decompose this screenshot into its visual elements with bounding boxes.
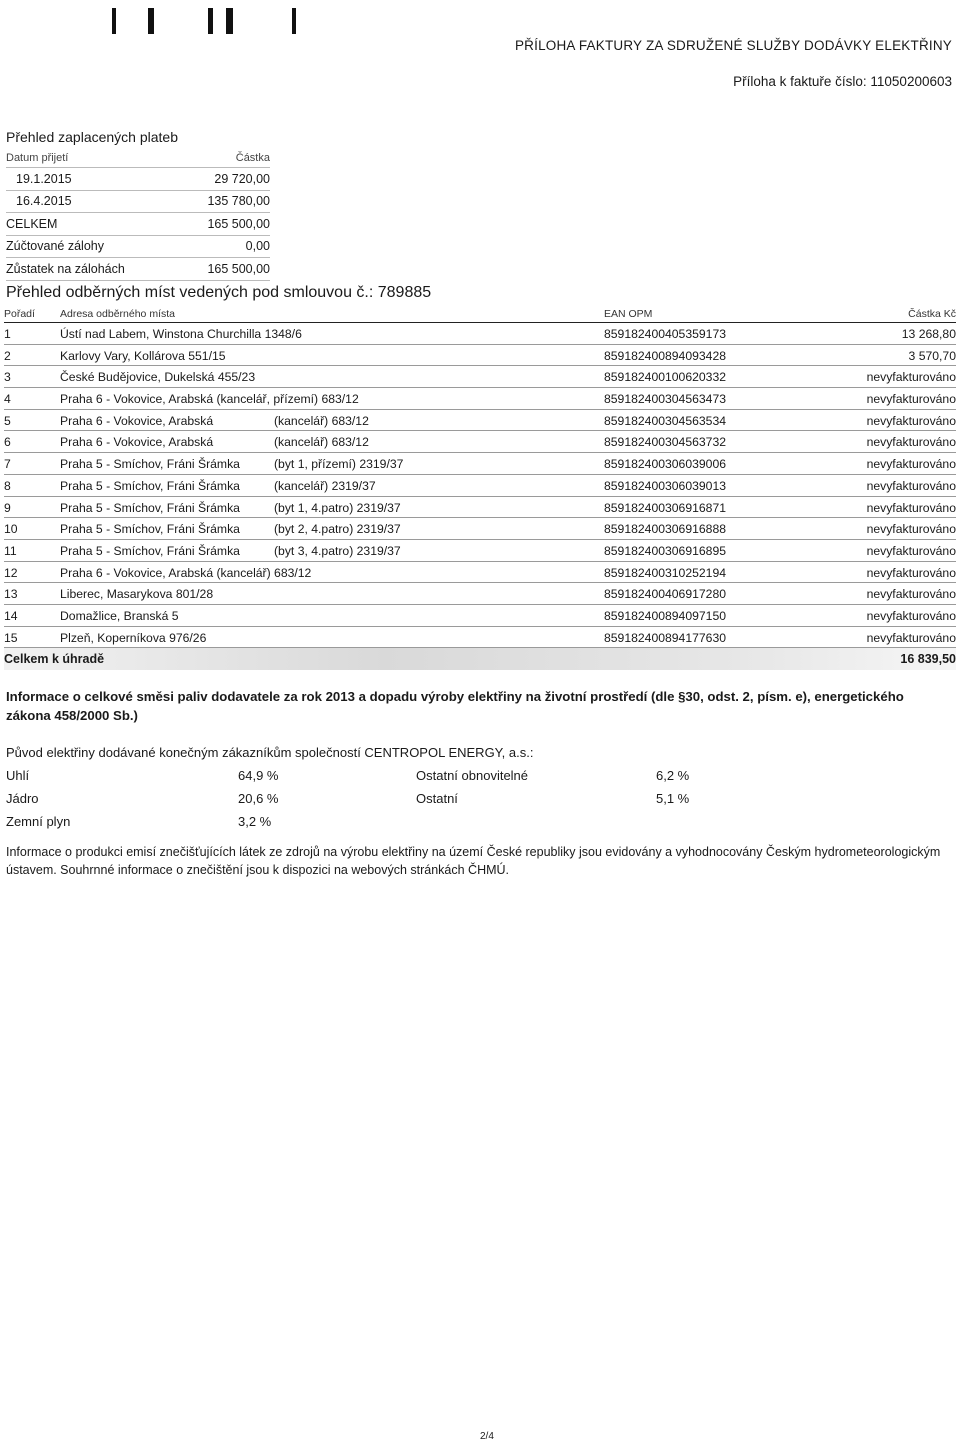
payments-section xyxy=(6,129,270,281)
row-address: Praha 6 - Vokovice, Arabská (kancelář, přízemí) 683/12 xyxy=(60,392,359,407)
row-address-detail: (byt 2, 4.patro) 2319/37 xyxy=(274,522,401,537)
page-number: 2/4 xyxy=(480,1431,494,1442)
summary-label: Zúčtované zálohy xyxy=(6,239,104,254)
payments-title: Přehled zaplacených plateb xyxy=(6,129,179,145)
points-table-row xyxy=(4,388,956,410)
row-amount: nevyfakturováno xyxy=(866,543,956,558)
col-address: Adresa odběrného místa xyxy=(60,308,175,320)
payment-amount: 29 720,00 xyxy=(214,171,270,186)
points-total-row xyxy=(4,648,956,670)
row-amount: nevyfakturováno xyxy=(866,630,956,645)
row-ean: 859182400405359173 xyxy=(604,327,727,341)
points-table-row xyxy=(4,475,956,497)
row-order: 3 xyxy=(4,370,11,385)
payments-header xyxy=(6,149,270,168)
points-table-row xyxy=(4,518,956,540)
payments-col-amount: Částka xyxy=(235,152,270,164)
payment-row xyxy=(6,191,270,214)
row-amount: 3 570,70 xyxy=(908,348,956,363)
points-table-row xyxy=(4,366,956,388)
row-address-detail: (kancelář) 683/12 xyxy=(274,435,369,450)
points-table-header xyxy=(4,306,956,323)
row-address-detail: (byt 1, 4.patro) 2319/37 xyxy=(274,500,401,515)
payment-summary-row xyxy=(6,258,270,281)
row-address: Plzeň, Koperníkova 976/26 xyxy=(60,630,207,645)
row-amount: nevyfakturováno xyxy=(866,522,956,537)
row-address-detail: (kancelář) 2319/37 xyxy=(274,478,376,493)
fuel-mix-title: Informace o celkové směsi paliv dodavatele za rok 2013 a dopadu výroby elektřiny na životní prostředí (dle §30, odst. 2, písm. e), energetického zákona 458/2000 Sb.) xyxy=(6,689,904,723)
total-label: Celkem k úhradě xyxy=(4,652,105,667)
row-order: 7 xyxy=(4,457,11,472)
row-address: České Budějovice, Dukelská 455/23 xyxy=(60,370,256,385)
points-table-row xyxy=(4,540,956,562)
total-value: 16 839,50 xyxy=(900,652,956,667)
row-order: 2 xyxy=(4,348,11,363)
row-address: Praha 5 - Smíchov, Fráni Šrámka xyxy=(60,500,240,515)
points-table xyxy=(4,306,956,670)
fuel-mix-row xyxy=(6,768,706,791)
row-order: 11 xyxy=(4,543,17,558)
payments-col-date: Datum přijetí xyxy=(6,152,69,164)
points-title: Přehled odběrných míst vedených pod smlouvou č.: 789885 xyxy=(6,284,432,301)
fuel-value: 5,1 % xyxy=(656,791,690,806)
col-ean: EAN OPM xyxy=(604,308,653,320)
row-address-detail: (byt 3, 4.patro) 2319/37 xyxy=(274,543,401,558)
row-ean: 859182400100620332 xyxy=(604,370,727,385)
payment-summary-row xyxy=(6,213,270,236)
payment-amount: 135 780,00 xyxy=(207,194,270,209)
summary-value: 165 500,00 xyxy=(207,261,270,276)
row-address: Praha 6 - Vokovice, Arabská xyxy=(60,413,214,428)
points-table-row xyxy=(4,431,956,453)
points-table-row xyxy=(4,583,956,605)
fuel-value: 20,6 % xyxy=(238,791,279,806)
summary-label: Zůstatek na zálohách xyxy=(6,261,125,276)
emissions-info: Informace o produkci emisí znečišťujících látek ze zdrojů na výrobu elektřiny na území České republiky jsou evidovány a vyhodnocovány Českým hydrometeorologickým ústavem. Souhrnné informace o znečištění jsou k dispozici na webových stránkách ČHMÚ. xyxy=(6,845,941,877)
invoice-reference: Příloha k faktuře číslo: 11050200603 xyxy=(733,74,952,89)
row-order: 1 xyxy=(4,327,11,341)
row-address-detail: (kancelář) 683/12 xyxy=(274,413,369,428)
row-address: Karlovy Vary, Kollárova 551/15 xyxy=(60,348,226,363)
fuel-value: 64,9 % xyxy=(238,768,279,783)
payment-date: 16.4.2015 xyxy=(16,194,72,209)
row-order: 4 xyxy=(4,392,11,407)
row-amount: nevyfakturováno xyxy=(866,565,956,580)
row-ean: 859182400306039006 xyxy=(604,457,727,472)
row-address: Praha 6 - Vokovice, Arabská (kancelář) 683/12 xyxy=(60,565,312,580)
row-ean: 859182400406917280 xyxy=(604,587,727,602)
row-ean: 859182400306916895 xyxy=(604,543,727,558)
row-order: 12 xyxy=(4,565,18,580)
fuel-label: Ostatní xyxy=(416,791,458,806)
row-address: Praha 5 - Smíchov, Fráni Šrámka xyxy=(60,457,240,472)
row-amount: nevyfakturováno xyxy=(866,413,956,428)
barcode xyxy=(112,8,302,34)
fuel-label: Jádro xyxy=(6,791,39,806)
fuel-value: 6,2 % xyxy=(656,768,690,783)
row-order: 14 xyxy=(4,608,18,623)
points-table-row xyxy=(4,627,956,649)
row-ean: 859182400304563473 xyxy=(604,392,727,407)
row-amount: nevyfakturováno xyxy=(866,587,956,602)
origin-text: Původ elektřiny dodávané konečným zákazníkům společností CENTROPOL ENERGY, a.s.: xyxy=(6,745,534,760)
col-order: Pořadí xyxy=(4,308,35,320)
row-amount: nevyfakturováno xyxy=(866,478,956,493)
payment-summary-row xyxy=(6,236,270,259)
row-address-detail: (byt 1, přízemí) 2319/37 xyxy=(274,457,404,472)
payment-row xyxy=(6,168,270,191)
row-ean: 859182400304563732 xyxy=(604,435,727,450)
row-ean: 859182400894093428 xyxy=(604,348,727,363)
points-table-row xyxy=(4,562,956,584)
row-address: Praha 5 - Smíchov, Fráni Šrámka xyxy=(60,543,240,558)
summary-value: 0,00 xyxy=(245,239,270,254)
row-order: 13 xyxy=(4,587,18,602)
points-table-row xyxy=(4,453,956,475)
row-ean: 859182400894177630 xyxy=(604,630,727,645)
row-address: Domažlice, Branská 5 xyxy=(60,608,179,623)
fuel-mix-table xyxy=(6,768,706,837)
fuel-label: Uhlí xyxy=(6,768,30,783)
row-amount: nevyfakturováno xyxy=(866,608,956,623)
col-amount: Částka Kč xyxy=(908,308,956,320)
row-ean: 859182400304563534 xyxy=(604,413,727,428)
points-table-row xyxy=(4,410,956,432)
document-title: PŘÍLOHA FAKTURY ZA SDRUŽENÉ SLUŽBY DODÁVKY ELEKTŘINY xyxy=(514,38,952,53)
row-order: 6 xyxy=(4,435,11,450)
points-table-row xyxy=(4,323,956,345)
row-address: Praha 5 - Smíchov, Fráni Šrámka xyxy=(60,522,240,537)
row-order: 15 xyxy=(4,630,18,645)
row-order: 10 xyxy=(4,522,18,537)
row-ean: 859182400894097150 xyxy=(604,608,727,623)
row-address: Ústí nad Labem, Winstona Churchilla 1348/6 xyxy=(60,327,302,341)
row-order: 9 xyxy=(4,500,11,515)
row-amount: nevyfakturováno xyxy=(866,392,956,407)
row-order: 5 xyxy=(4,413,11,428)
row-order: 8 xyxy=(4,478,11,493)
payment-date: 19.1.2015 xyxy=(16,171,72,186)
fuel-label: Ostatní obnovitelné xyxy=(416,768,529,783)
row-amount: nevyfakturováno xyxy=(866,435,956,450)
row-amount: nevyfakturováno xyxy=(866,457,956,472)
row-ean: 859182400306916871 xyxy=(604,500,727,515)
row-address: Praha 5 - Smíchov, Fráni Šrámka xyxy=(60,478,240,493)
points-table-row xyxy=(4,497,956,519)
row-amount: 13 268,80 xyxy=(901,327,956,341)
fuel-mix-row xyxy=(6,814,706,837)
fuel-mix-row xyxy=(6,791,706,814)
row-ean: 859182400310252194 xyxy=(604,565,727,580)
row-ean: 859182400306039013 xyxy=(604,478,727,493)
row-amount: nevyfakturováno xyxy=(866,370,956,385)
points-table-row xyxy=(4,345,956,367)
summary-label: CELKEM xyxy=(6,216,58,231)
fuel-label: Zemní plyn xyxy=(6,814,71,829)
summary-value: 165 500,00 xyxy=(207,216,270,231)
row-address: Praha 6 - Vokovice, Arabská xyxy=(60,435,214,450)
points-table-row xyxy=(4,605,956,627)
row-amount: nevyfakturováno xyxy=(866,500,956,515)
fuel-value: 3,2 % xyxy=(238,814,272,829)
row-address: Liberec, Masarykova 801/28 xyxy=(60,587,214,602)
row-ean: 859182400306916888 xyxy=(604,522,727,537)
